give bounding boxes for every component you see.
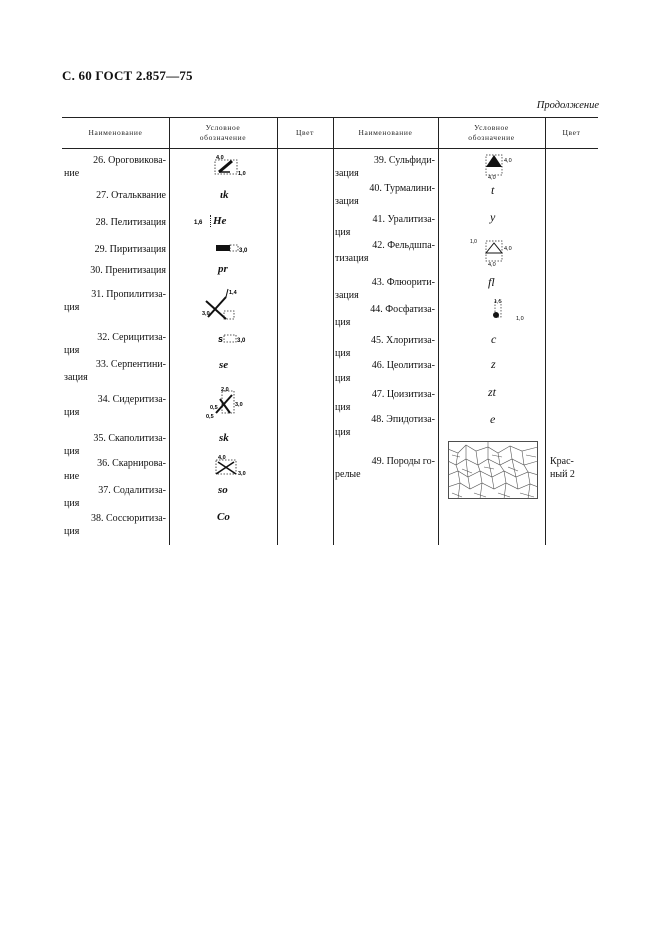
table-header-rule <box>62 148 598 149</box>
list-item <box>335 240 435 265</box>
list-item: 29. Пиритизация <box>94 244 166 255</box>
list-item <box>335 414 435 439</box>
header-symbol-left <box>169 117 277 148</box>
dimension-label: 0,5 <box>206 414 214 420</box>
list-item <box>64 332 166 357</box>
row-name-line: ция <box>335 426 351 438</box>
row-name-line: зация <box>335 167 359 179</box>
row-name-line: 37. Содалитиза- <box>98 485 166 496</box>
header-symbol-line2: обозначение <box>468 132 515 142</box>
list-item <box>64 394 166 419</box>
header-symbol-line1: Условное <box>474 122 509 132</box>
sulfide-symbol <box>480 151 522 181</box>
dimension-label: 3,0 <box>237 338 246 344</box>
list-item <box>335 183 435 208</box>
dimension-label: 4,0 <box>488 262 496 268</box>
row-name-line: 39. Сульфиди- <box>373 155 435 166</box>
fluorite-symbol: fl <box>488 275 495 289</box>
column-divider <box>438 117 439 545</box>
row-name-line: ция <box>64 445 80 457</box>
dimension-label: 4,0 <box>216 155 224 161</box>
row-name-line: 48. Эпидотиза- <box>371 414 435 425</box>
dimension-label: 3,0 <box>239 248 248 254</box>
row-name-line: ция <box>64 301 80 313</box>
row-name-line: зация <box>335 289 359 301</box>
dimension-label: 4,0 <box>218 455 226 461</box>
row-name-line: ция <box>335 316 351 328</box>
row-name-line: ция <box>64 497 80 509</box>
header-color-left: Цвет <box>296 127 314 137</box>
column-divider <box>277 117 278 545</box>
list-item <box>64 513 166 538</box>
phosphate-symbol <box>482 295 532 325</box>
row-name-line: 40. Турмалини- <box>369 183 435 194</box>
pelite-dimension <box>194 215 210 227</box>
sodalite-symbol: so <box>218 484 228 496</box>
list-item <box>64 485 166 510</box>
dimension-label: 1,4 <box>229 290 237 296</box>
feldspar-symbol <box>470 237 520 269</box>
dimension-label: 1,0 <box>238 171 246 177</box>
skarn-symbol <box>212 453 258 479</box>
row-name-line: ция <box>335 347 351 359</box>
uralite-symbol: y <box>490 210 496 224</box>
row-name-line: релые <box>335 468 361 480</box>
list-item <box>335 335 435 360</box>
header-symbol-right <box>438 117 545 148</box>
list-item <box>335 304 435 329</box>
list-item <box>335 456 435 481</box>
prehnite-symbol: pr <box>218 263 228 275</box>
dimension-label: 1,5 <box>494 299 502 305</box>
burnt-rocks-pattern <box>448 441 538 499</box>
row-name-line: ние <box>64 167 80 179</box>
talc-symbol: ιk <box>220 189 229 201</box>
propylite-symbol <box>202 285 250 323</box>
list-item <box>335 360 435 385</box>
hornfels-symbol <box>210 153 252 179</box>
row-name-line: 35. Скаполитиза- <box>93 433 166 444</box>
header-name-left: Наименование <box>88 127 143 137</box>
row-name-line: 36. Скарнирова- <box>97 458 166 469</box>
dimension-label: 4,0 <box>488 175 496 181</box>
dimension-label: 0,5 <box>210 405 218 411</box>
column-divider <box>545 117 546 545</box>
tourmaline-symbol: t <box>491 183 495 197</box>
dimension-label: 1,6 <box>194 220 203 226</box>
symbol-glyph: s <box>218 334 224 344</box>
color-line: Крас- <box>550 456 574 467</box>
list-item <box>335 155 435 180</box>
list-item: 28. Пелитизация <box>95 217 166 228</box>
row-name-line: 31. Пропилитиза- <box>91 289 166 300</box>
dimension-label: 4,0 <box>504 158 512 164</box>
row-name-line: 32. Серицитиза- <box>97 332 166 343</box>
row-name-line: 42. Фельдшпа- <box>372 240 435 251</box>
row-name-line: ние <box>64 470 80 482</box>
header-symbol-line2: обозначение <box>199 132 247 142</box>
row-name-line: 38. Соссюритиза- <box>90 513 166 524</box>
list-item <box>64 155 166 180</box>
header-name-right: Наименование <box>358 127 413 137</box>
list-item <box>335 214 435 239</box>
list-item <box>64 289 166 314</box>
list-item <box>64 433 166 458</box>
row-name-line: ция <box>335 226 351 238</box>
column-divider <box>169 117 170 545</box>
dimension-label: 1,0 <box>470 239 477 245</box>
row-name-line: зация <box>335 195 359 207</box>
dimension-label: 3,0 <box>238 471 246 477</box>
dimension-label: 2,0 <box>221 387 229 393</box>
dimension-label: 1,0 <box>516 316 524 322</box>
row-name-line: 26. Ороговикова- <box>93 155 166 166</box>
row-name-line: ция <box>64 344 80 356</box>
epidote-symbol: e <box>490 412 496 426</box>
row-name-line: 44. Фосфатиза- <box>370 304 435 315</box>
list-item <box>64 458 166 483</box>
row-name-line: ция <box>335 401 351 413</box>
saussurite-symbol: Co <box>217 511 230 523</box>
row-name-line: 46. Цеолитиза- <box>371 360 435 371</box>
zeolite-symbol: z <box>491 357 496 371</box>
row-name-line: ция <box>64 525 80 537</box>
list-item: 27. Отальквание <box>96 190 166 201</box>
row-name-line: 45. Хлоритиза- <box>370 335 435 346</box>
row-name-line: 41. Уралитиза- <box>372 214 435 225</box>
zoisite-symbol: zt <box>488 385 497 399</box>
color-line: ный 2 <box>550 468 575 480</box>
scapolite-symbol: sk <box>219 432 229 444</box>
row-name-line: зация <box>64 371 88 383</box>
dimension-label: 3,0 <box>202 311 210 317</box>
pelite-symbol: He <box>210 215 226 227</box>
row-name-line: 33. Серпентини- <box>95 359 166 370</box>
row-name-line: 47. Цоизитиза- <box>371 389 435 400</box>
symbols-table <box>62 117 598 545</box>
page-header: С. 60 ГОСТ 2.857—75 <box>62 68 193 83</box>
dimension-label: 3,0 <box>235 402 243 408</box>
row-name-line: 34. Сидеритиза- <box>97 394 166 405</box>
header-symbol-line1: Условное <box>205 122 241 132</box>
serpentine-symbol: se <box>219 359 229 371</box>
chlorite-symbol: c <box>491 332 497 346</box>
row-name-line: 43. Флюорити- <box>371 277 435 288</box>
list-item: 30. Пренитизация <box>90 265 166 276</box>
continued-label: Продолжение <box>536 100 599 111</box>
row-name-line: 49. Породы го- <box>371 456 435 467</box>
column-divider <box>333 117 334 545</box>
siderite-symbol <box>206 385 250 423</box>
color-value <box>550 456 575 481</box>
header-color-right: Цвет <box>562 127 581 137</box>
sericite-symbol <box>218 333 258 345</box>
row-name-line: ция <box>335 372 351 384</box>
pyrite-symbol <box>214 242 258 254</box>
row-name-line: тизация <box>335 252 369 264</box>
dimension-label: 4,0 <box>504 246 512 252</box>
list-item <box>335 389 435 414</box>
list-item <box>335 277 435 302</box>
row-name-line: ция <box>64 406 80 418</box>
list-item <box>64 359 166 384</box>
